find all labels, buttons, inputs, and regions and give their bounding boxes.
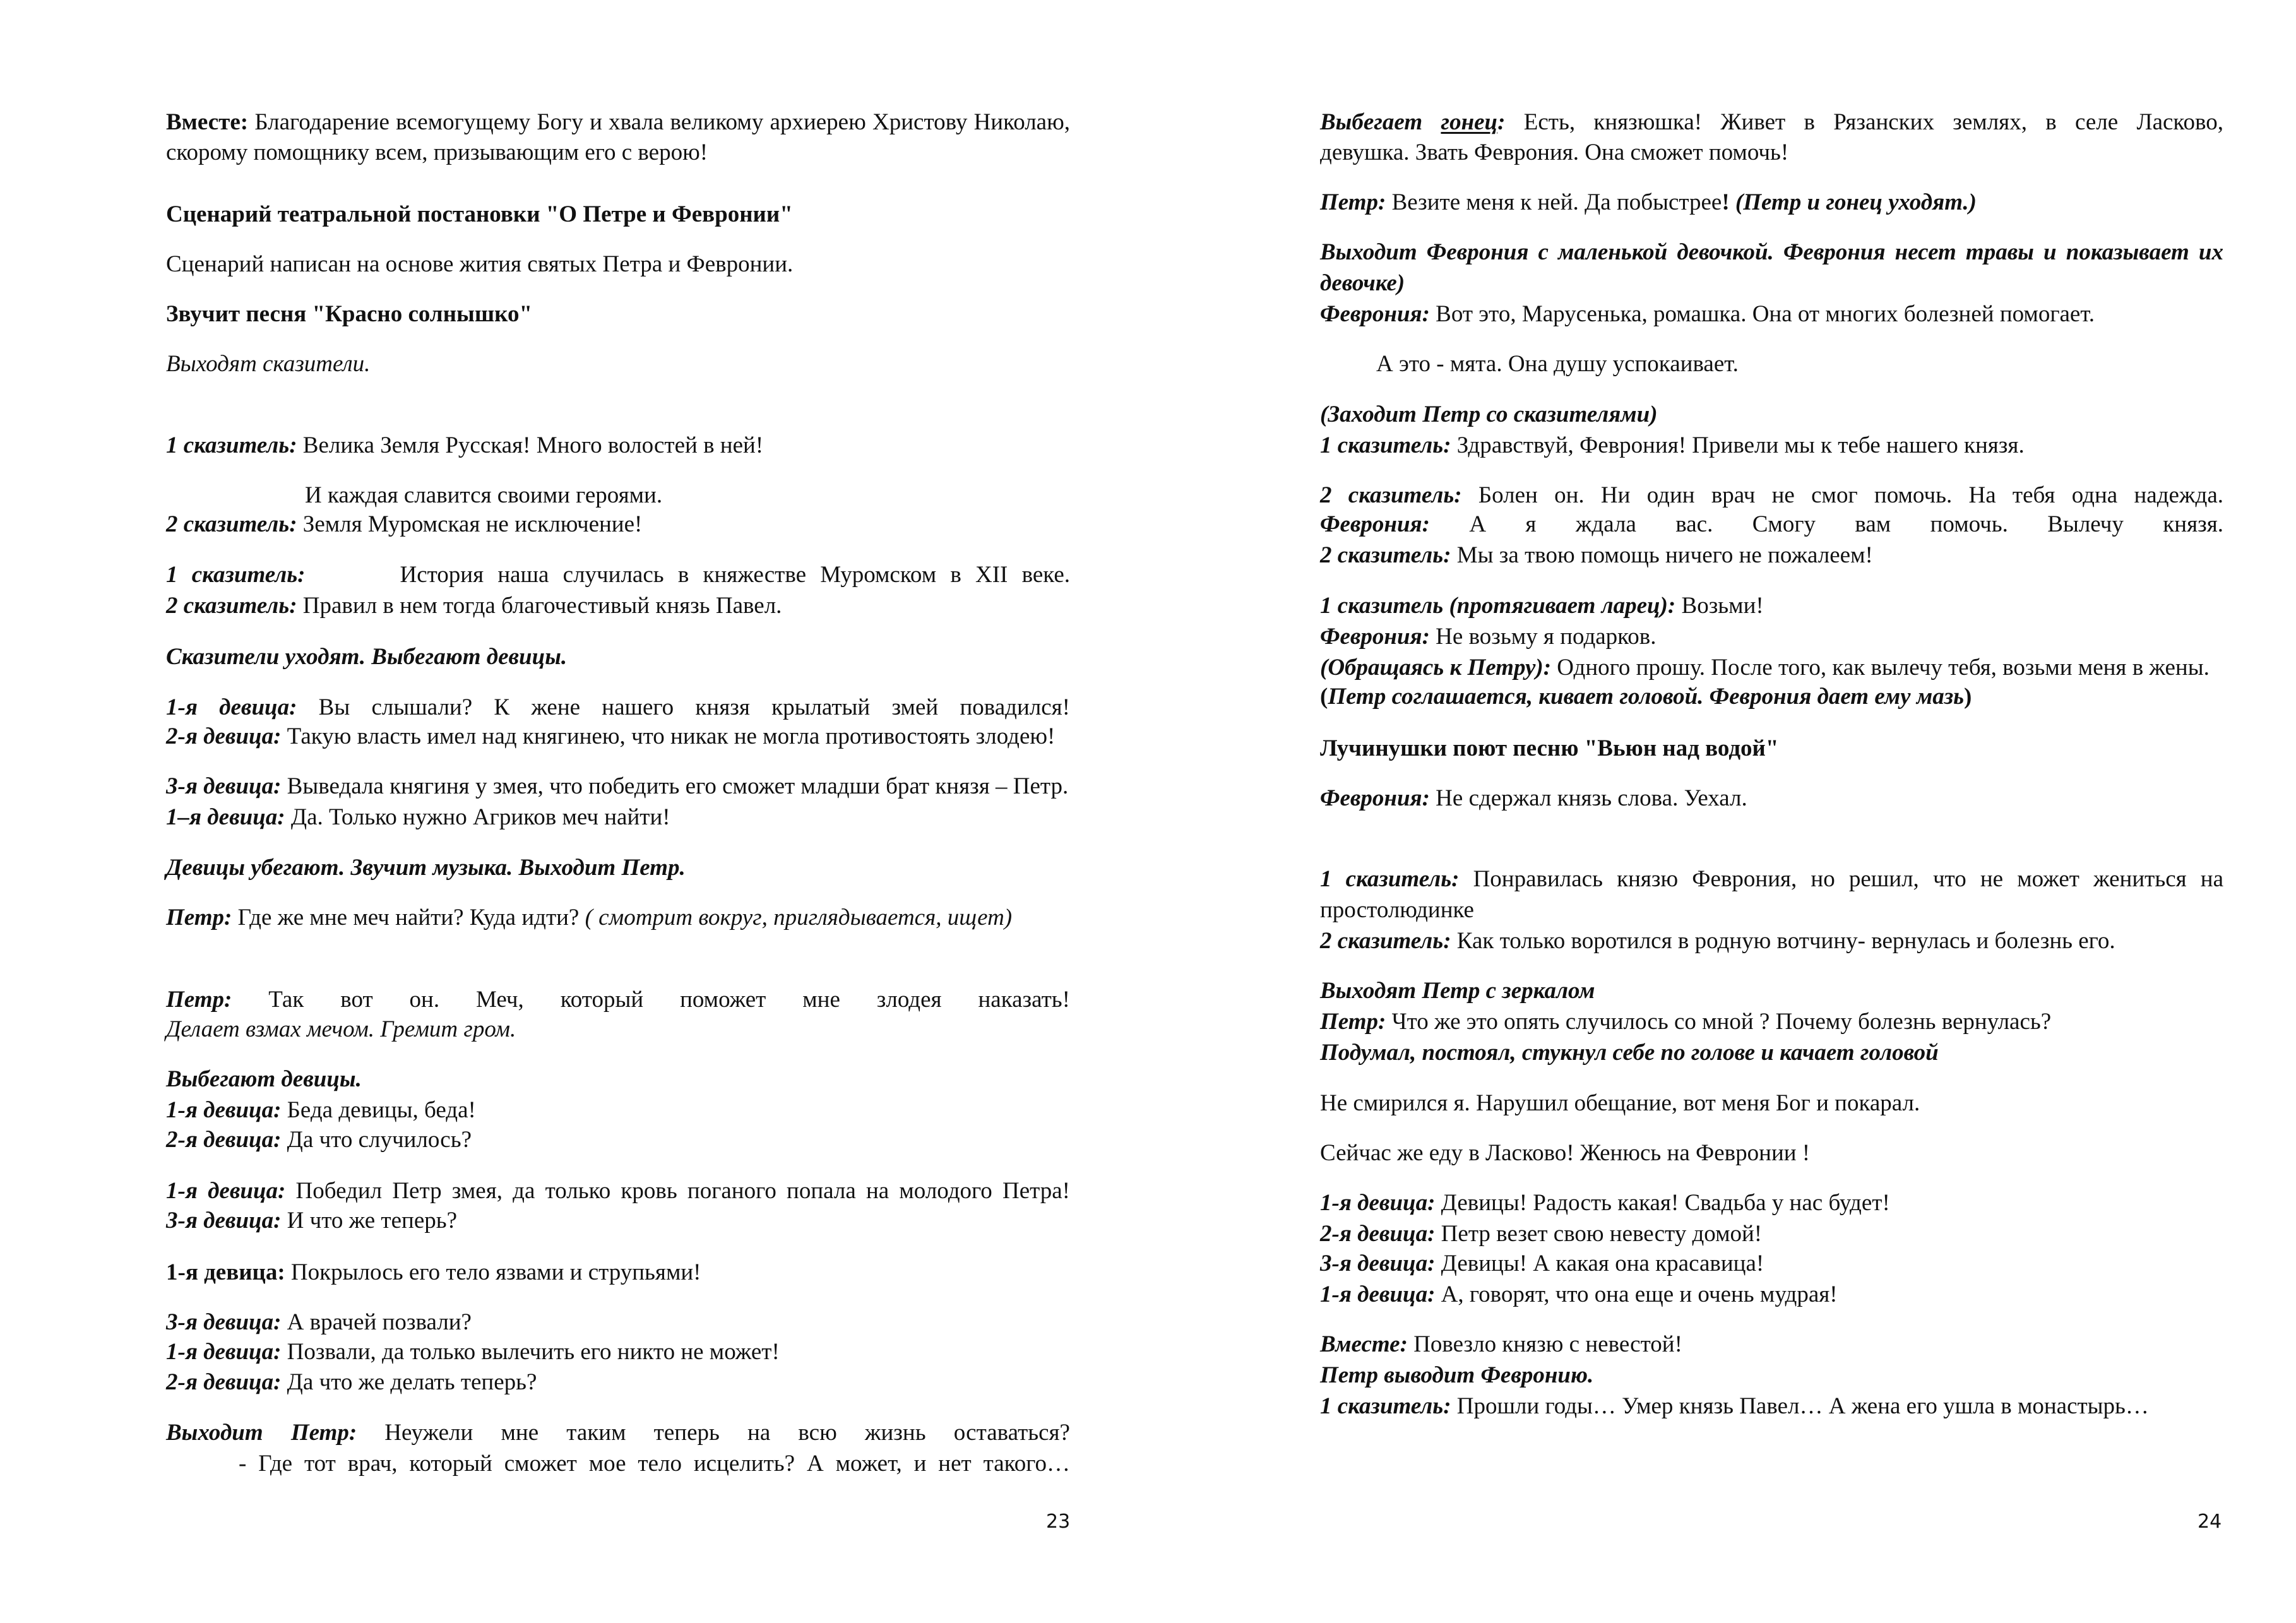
dialogue-line xyxy=(1320,865,2223,893)
dialogue-line xyxy=(1320,482,2223,509)
dialogue-line xyxy=(1320,1281,1838,1309)
line-text: Позвали, да только вылечить его никто не может! xyxy=(281,1339,780,1365)
page-number: 24 xyxy=(2198,1511,2222,1533)
line-text: Да что же делать теперь? xyxy=(281,1369,537,1395)
speaker: 1 сказитель (протягивает ларец): xyxy=(1320,593,1676,619)
dialogue-line: Не смирился я. Нарушил обещание, вот меня Бог и покарал. xyxy=(1320,1090,1920,1116)
page-number: 23 xyxy=(1046,1511,1071,1533)
script-title: Сценарий театральной постановки "О Петре и Февронии" xyxy=(166,201,793,227)
line-text: Велика Земля Русская! Много волостей в ней! xyxy=(297,432,764,458)
speaker: 2-я девица: xyxy=(166,1127,282,1153)
stage-direction: Выходят Петр с зеркалом xyxy=(1320,978,1595,1004)
speaker: Петр: xyxy=(1320,1009,1386,1035)
speaker: Феврония: xyxy=(1320,624,1430,650)
line-text: Повезло князю с невестой! xyxy=(1407,1331,1682,1357)
line-text: Мы за твою помощь ничего не пожалеем! xyxy=(1451,542,1873,568)
stage-direction: Выходят сказители. xyxy=(166,351,371,377)
speaker: Выходит Петр: xyxy=(166,1420,357,1446)
dialogue-line xyxy=(1320,109,2223,136)
dialogue-line xyxy=(1320,592,1764,620)
dialogue-line xyxy=(166,773,1068,800)
song-heading: Звучит песня "Красно солнышко" xyxy=(166,301,533,327)
speaker-colon: : xyxy=(1497,109,1506,135)
dialogue-continuation: девушка. Звать Феврония. Она сможет помочь! xyxy=(1320,140,1789,165)
stage-direction: (Заходит Петр со сказителями) xyxy=(1320,401,1658,427)
speaker: 3-я девица: xyxy=(166,773,282,799)
speaker: 1-я девица: xyxy=(166,1259,285,1285)
close-paren: ) xyxy=(1964,684,1972,710)
dialogue-line xyxy=(166,1097,476,1124)
line-text: Неужели мне таким теперь на всю жизнь оставаться? xyxy=(357,1420,1070,1446)
speaker: Петр: xyxy=(166,987,232,1013)
speaker: Феврония: xyxy=(1320,511,1430,537)
line-text: Что же это опять случилось со мной ? Почему болезнь вернулась? xyxy=(1386,1009,2052,1035)
speaker: Петр: xyxy=(1320,189,1386,215)
line-text: Болен он. Ни один врач не смог помочь. На тебя одна надежда. xyxy=(1461,482,2223,508)
dialogue-line xyxy=(166,561,1070,589)
line-text: Не сдержал князь слова. Уехал. xyxy=(1429,785,1747,811)
line-text: Да что случилось? xyxy=(281,1127,472,1153)
line-text: Одного прошу. После того, как вылечу тебя, возьми меня в жены. xyxy=(1551,655,2210,681)
line-text: Так вот он. Меч, который поможет мне злодея наказать! xyxy=(232,987,1070,1013)
dialogue-line xyxy=(166,904,1012,932)
line-text: Понравилась князю Феврония, но решил, что не может жениться на xyxy=(1459,866,2223,892)
line-text: А я ждала вас. Смогу вам помочь. Вылечу князя. xyxy=(1429,511,2223,537)
speaker: 2 сказитель: xyxy=(1320,482,1462,508)
speaker: 1 сказитель: xyxy=(166,432,297,458)
stage-direction: (Петр и гонец уходят.) xyxy=(1729,189,1977,215)
line-text: Не возьму я подарков. xyxy=(1429,624,1657,650)
stage-direction: Выбегают девицы. xyxy=(166,1066,362,1092)
line-text: Победил Петр змея, да только кровь поганого попала на молодого Петра! xyxy=(285,1178,1070,1204)
dialogue-line xyxy=(166,1126,472,1154)
dialogue-line xyxy=(1320,300,2095,328)
dialogue-line xyxy=(166,1309,472,1336)
line-text: Вот это, Марусенька, ромашка. Она от многих болезней помогает. xyxy=(1429,301,2095,327)
dialogue-line xyxy=(1320,623,1657,651)
dialogue-continuation: простолюдинке xyxy=(1320,897,1474,923)
speaker: Вместе: xyxy=(1320,1331,1408,1357)
exclamation: ! xyxy=(1722,189,1730,215)
dialogue-line xyxy=(166,694,1070,722)
dialogue-line xyxy=(166,804,670,831)
line-text: История наша случилась в княжестве Муромском в XII веке. xyxy=(400,562,1070,588)
line-text: Благодарение всемогущему Богу и хвала великому архиерею Христову Николаю, xyxy=(248,109,1070,135)
stage-direction: Сказители уходят. Выбегают девицы. xyxy=(166,644,568,670)
stage-direction: ( смотрит вокруг, приглядывается, ищет) xyxy=(585,905,1013,930)
speaker: 2 сказитель: xyxy=(166,511,297,537)
dialogue-line xyxy=(1320,654,2210,682)
speaker: 1-я девица: xyxy=(166,694,297,720)
line-together xyxy=(166,109,1070,136)
dialogue-line xyxy=(1320,1250,1764,1278)
speaker: 2 сказитель: xyxy=(1320,928,1451,954)
stage-text: Петр соглашается, кивает головой. Феврония дает ему мазь xyxy=(1328,684,1965,710)
dialogue-line xyxy=(166,1207,457,1235)
stage-direction: Петр выводит Февронию. xyxy=(1320,1362,1594,1388)
dialogue-line xyxy=(1320,511,2223,538)
line-text: И что же теперь? xyxy=(281,1208,458,1234)
speaker: 2 сказитель: xyxy=(1320,542,1451,568)
dialogue-line xyxy=(166,1369,537,1396)
dialogue-line xyxy=(1320,1008,2051,1036)
line-text: Выведала княгиня у змея, что победить его сможет младши брат князя – Петр. xyxy=(281,773,1069,799)
stage-direction: Девицы убегают. Звучит музыка. Выходит Петр. xyxy=(166,855,686,881)
dialogue-line xyxy=(1320,432,2025,460)
speaker: Петр: xyxy=(166,905,232,930)
speaker: Выбегает xyxy=(1320,109,1441,135)
stage-direction: девочке) xyxy=(1320,270,1405,296)
speaker: 1 сказитель: xyxy=(1320,1393,1451,1419)
speaker: 1-я девица: xyxy=(166,1339,282,1365)
dialogue-line xyxy=(1320,1331,1682,1358)
line-text: А, говорят, что она еще и очень мудрая! xyxy=(1435,1281,1838,1307)
speaker: 2-я девица: xyxy=(166,723,282,749)
dialogue-line xyxy=(166,432,763,460)
line-text: Девицы! Радость какая! Свадьба у нас будет! xyxy=(1435,1190,1890,1216)
speaker: 1 сказитель: xyxy=(166,562,306,588)
line-text: Прошли годы… Умер князь Павел… А жена его ушла в монастырь… xyxy=(1451,1393,2149,1419)
dialogue-line xyxy=(166,1259,701,1287)
line-text: Беда девицы, беда! xyxy=(281,1097,476,1123)
dialogue-line xyxy=(166,1419,1070,1447)
dialogue-line xyxy=(166,592,782,620)
dialogue-line xyxy=(166,723,1055,751)
line-continuation: скорому помощнику всем, призывающим его с верою! xyxy=(166,140,708,165)
speaker: 1-я девица: xyxy=(166,1178,286,1204)
line-text: Правил в нем тогда благочестивый князь Павел. xyxy=(297,593,782,619)
dialogue-continuation: А это - мята. Она душу успокаивает. xyxy=(1376,351,1739,377)
line-text: Здравствуй, Феврония! Привели мы к тебе нашего князя. xyxy=(1451,432,2025,458)
dialogue-continuation: - Где тот врач, который сможет мое тело исцелить? А может, и нет такого… xyxy=(239,1451,1070,1477)
speaker: 1-я девица: xyxy=(166,1097,282,1123)
speaker-messenger: гонец xyxy=(1441,109,1498,135)
line-text: Такую власть имел над княгинею, что никак не могла противостоять злодею! xyxy=(281,723,1056,749)
speaker: 1 сказитель: xyxy=(1320,432,1451,458)
speaker: 1 сказитель: xyxy=(1320,866,1460,892)
page-right xyxy=(1148,0,2296,1623)
stage-direction: Подумал, постоял, стукнул себе по голове и качает головой xyxy=(1320,1040,1939,1066)
speaker: Вместе: xyxy=(166,109,249,135)
dialogue-continuation: И каждая славится своими героями. xyxy=(305,482,663,508)
line-text: А врачей позвали? xyxy=(281,1309,472,1335)
dialogue-line xyxy=(1320,1393,2149,1420)
line-text: Девицы! А какая она красавица! xyxy=(1435,1251,1764,1276)
line-text: Везите меня к ней. Да побыстрее xyxy=(1386,189,1722,215)
line-text: Есть, князюшка! Живет в Рязанских землях, в селе Ласково, xyxy=(1505,109,2223,135)
dialogue-line xyxy=(1320,927,2115,955)
line-text: Как только воротился в родную вотчину- вернулась и болезнь его. xyxy=(1451,928,2115,954)
speaker: Феврония: xyxy=(1320,301,1430,327)
dialogue-line xyxy=(166,1338,780,1366)
speaker: (Обращаясь к Петру): xyxy=(1320,655,1552,681)
dialogue-line xyxy=(1320,1189,1890,1217)
speaker: 1-я девица: xyxy=(1320,1281,1436,1307)
script-note: Сценарий написан на основе жития святых Петра и Февронии. xyxy=(166,251,794,277)
dialogue-line xyxy=(1320,1220,1762,1248)
line-text: Покрылось его тело язвами и струпьями! xyxy=(285,1259,701,1285)
stage-direction: Выходит Феврония с маленькой девочкой. Феврония несет травы и показывает их xyxy=(1320,239,2223,265)
line-text: Петр везет свою невесту домой! xyxy=(1435,1221,1763,1247)
line-text: Где же мне меч найти? Куда идти? xyxy=(232,905,585,930)
speaker: 3-я девица: xyxy=(166,1309,282,1335)
open-paren: ( xyxy=(1320,684,1328,710)
speaker: Феврония: xyxy=(1320,785,1430,811)
line-text: Земля Муромская не исключение! xyxy=(297,511,643,537)
speaker: 1-я девица: xyxy=(1320,1190,1436,1216)
dialogue-line xyxy=(1320,189,1977,217)
speaker: 3-я девица: xyxy=(166,1208,282,1234)
speaker: 2 сказитель: xyxy=(166,593,297,619)
stage-direction: Делает взмах мечом. Гремит гром. xyxy=(166,1016,516,1042)
dialogue-line xyxy=(166,986,1070,1014)
speaker: 2-я девица: xyxy=(166,1369,282,1395)
dialogue-line xyxy=(1320,542,1873,569)
line-text: Да. Только нужно Агриков меч найти! xyxy=(285,804,670,830)
speaker: 3-я девица: xyxy=(1320,1251,1436,1276)
dialogue-line xyxy=(1320,785,1747,812)
dialogue-line: Сейчас же еду в Ласково! Женюсь на Февронии ! xyxy=(1320,1140,1811,1166)
line-text: Вы слышали? К жене нашего князя крылатый змей повадился! xyxy=(297,694,1070,720)
speaker: 1–я девица: xyxy=(166,804,285,830)
dialogue-line xyxy=(166,511,642,538)
stage-direction xyxy=(1320,683,1972,711)
line-text: Возьми! xyxy=(1675,593,1764,619)
dialogue-line xyxy=(166,1177,1070,1205)
song-heading: Лучинушки поют песню "Вьюн над водой" xyxy=(1320,735,1779,761)
speaker: 2-я девица: xyxy=(1320,1221,1436,1247)
